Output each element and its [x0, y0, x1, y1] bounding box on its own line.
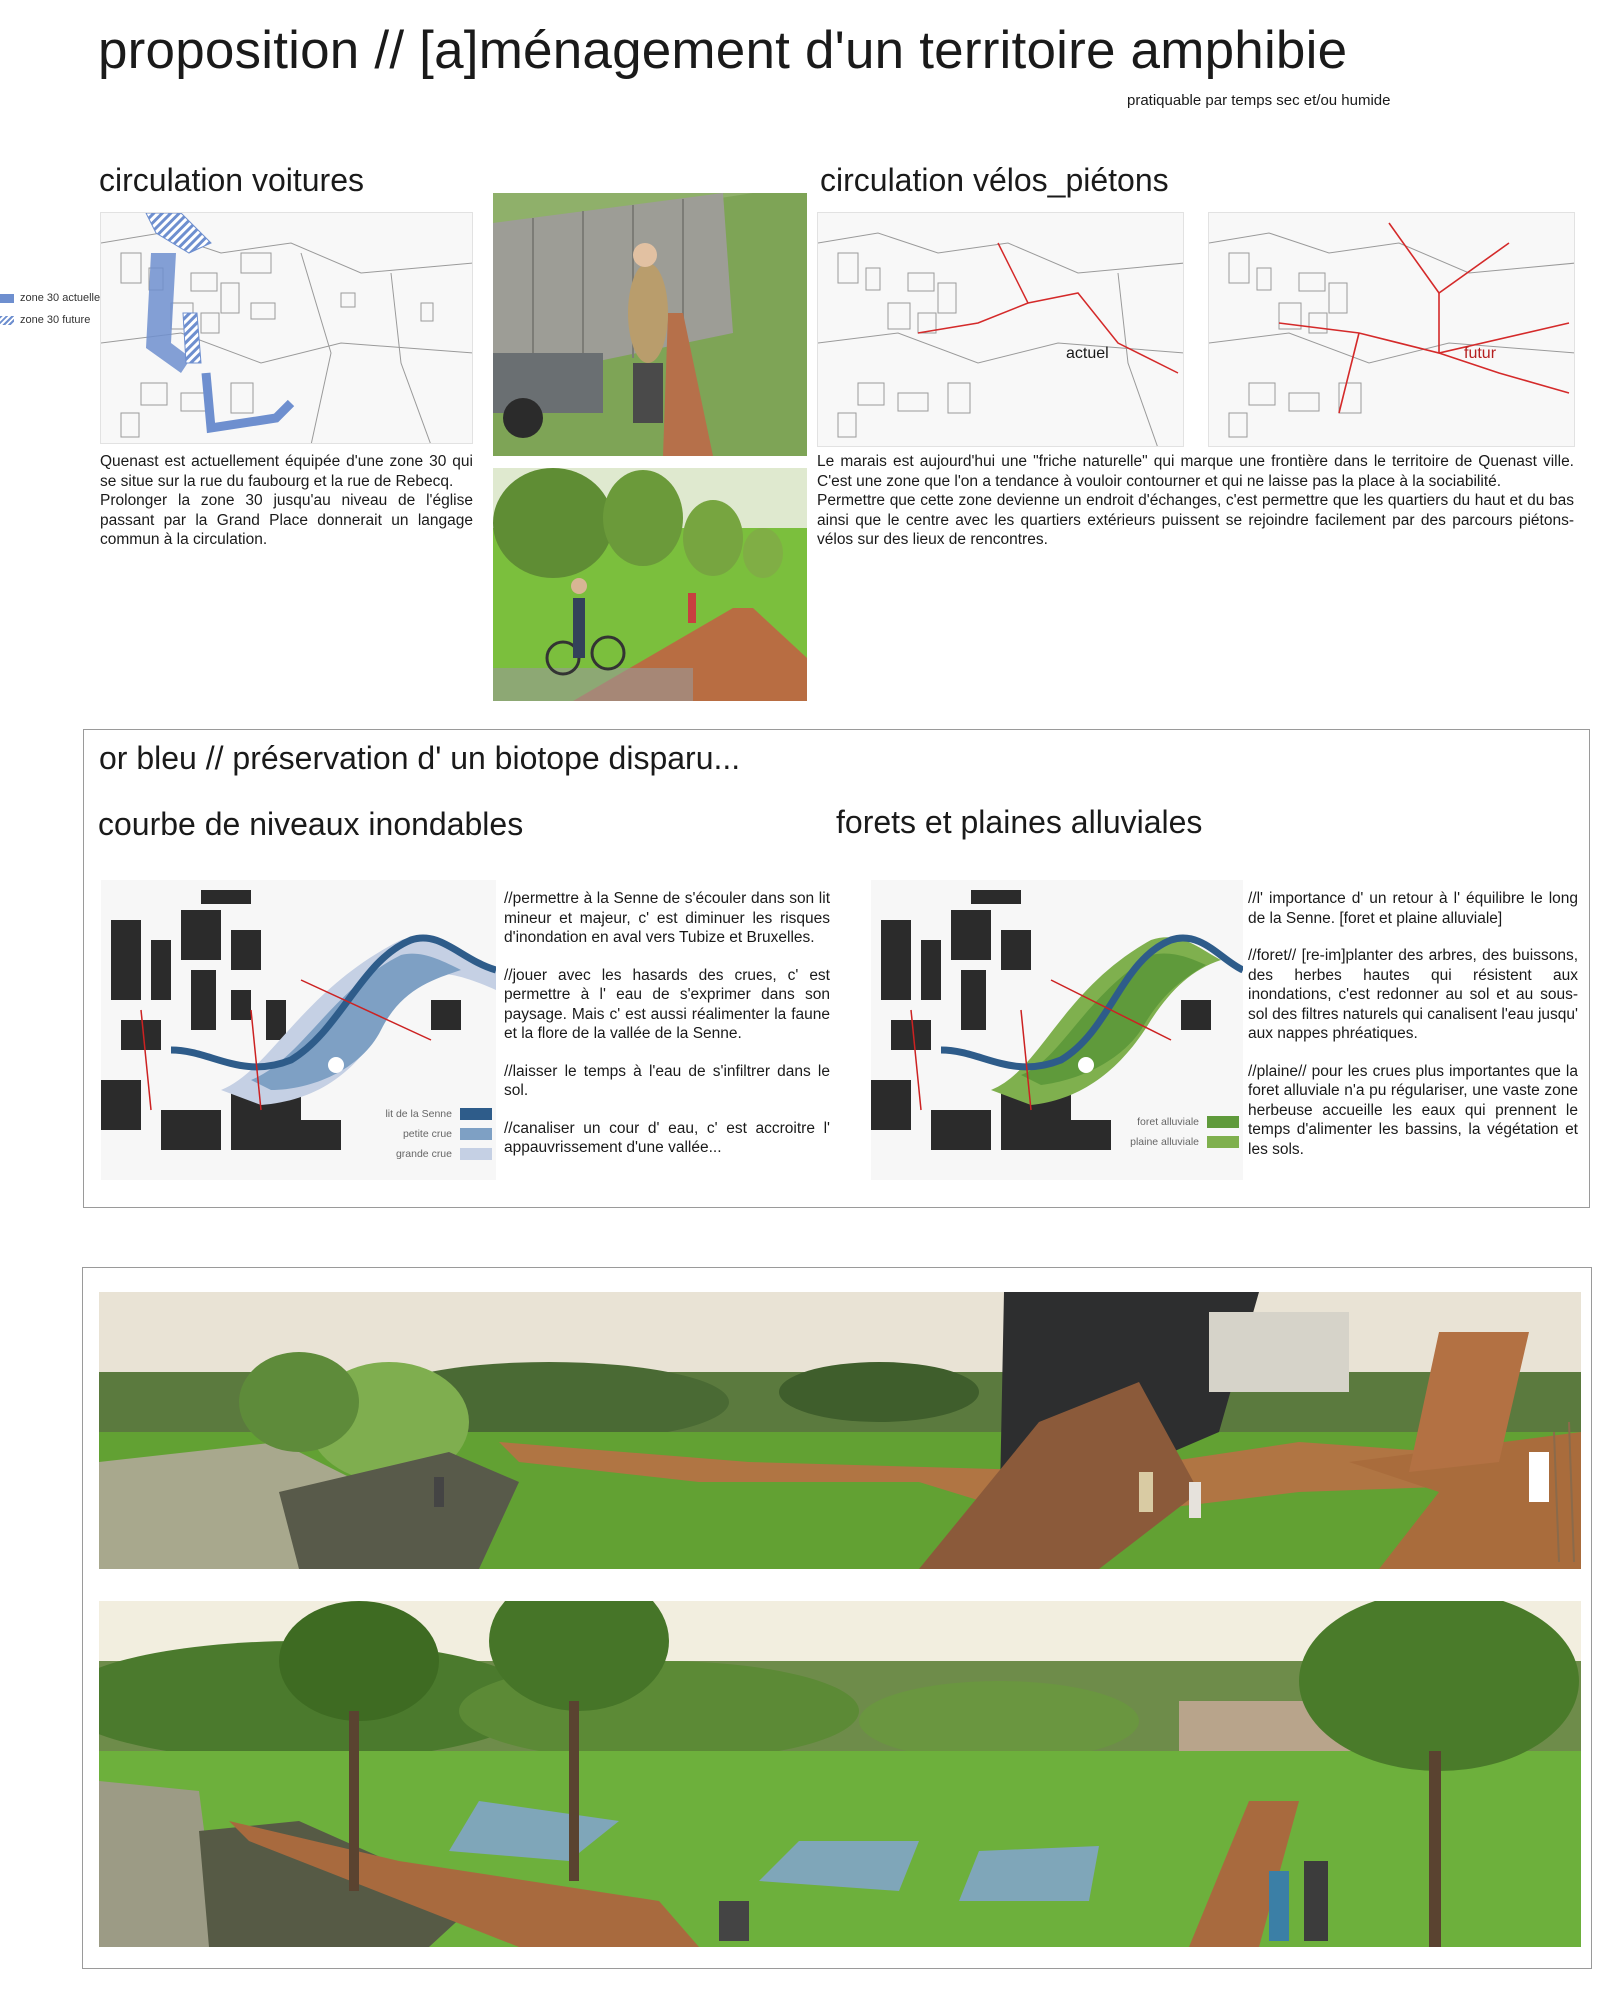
forets-paragraph: //l' importance d' un retour à l' équilibre le long de la Senne. [foret et plaine alluviale] — [1248, 890, 1578, 927]
forets-map — [871, 880, 1243, 1180]
velos-text: Le marais est aujourd'hui une "friche naturelle" qui marque une frontière dans le territoire de Quenast ville. C'est une zone que l'on a tendance à vouloir contourner et qui ne laisse pas la place à la sociabilité. Permettre que cette zone devienne un endroit d'échanges, c'est permettre que les quartiers du haut et du bas ainsi que le centre avec les quartiers extérieurs puissent se rejoindre facilement par des parcours piétons-vélos sur des lieux de rencontres. — [817, 453, 1574, 548]
voitures-map — [100, 212, 473, 444]
label-futur: futur — [1464, 345, 1497, 362]
page-title: proposition // [a]ménagement d'un territoire amphibie — [98, 21, 1348, 80]
courbe-heading: courbe de niveaux inondables — [98, 806, 524, 842]
legend-swatch-hatched — [0, 316, 14, 325]
courbe-text — [504, 889, 830, 1158]
courbe-legend — [382, 1104, 492, 1164]
legend-swatch — [460, 1128, 492, 1140]
courbe-paragraph: //jouer avec les hasards des crues, c' est permettre à l' eau de s'exprimer dans son paysage. Mais c' est aussi réalimenter la faune et la flore de la vallée de la Senne. — [504, 966, 830, 1042]
courbe-paragraph: //permettre à la Senne de s'écouler dans son lit mineur et majeur, c' est diminuer les risques d'inondation en aval vers Tubize et Bruxelles. — [504, 890, 830, 946]
render-wetland-basins — [99, 1601, 1581, 1947]
legend-swatch-solid — [0, 294, 14, 303]
render-boardwalk-panorama — [99, 1292, 1581, 1569]
legend-swatch — [1207, 1116, 1239, 1128]
forets-heading: forets et plaines alluviales — [836, 804, 1203, 840]
label-actuel: actuel — [1066, 345, 1109, 362]
voitures-text: Quenast est actuellement équipée d'une zone 30 qui se situe sur la rue du faubourg et la rue de Rebecq. Prolonger la zone 30 jusqu'au niveau de l'église passant par la Grand Place donnerait un langage commun à la circulation. — [100, 453, 473, 548]
velos-map-futur — [1208, 212, 1575, 447]
legend-item-actuelle: zone 30 actuelle — [0, 292, 100, 304]
courbe-map — [101, 880, 496, 1180]
legend-item-future: zone 30 future — [0, 314, 100, 326]
courbe-paragraph: //canaliser un cour d' eau, c' est accroitre l' appauvrissement d'une vallée... — [504, 1119, 830, 1156]
photo-path-cyclist — [493, 468, 807, 701]
legend-swatch — [460, 1108, 492, 1120]
forets-paragraph: //foret// [re-im]planter des arbres, des buissons, des herbes hautes qui résistent aux inondations, c'est redonner au sol et au sous-sol des filtres naturels qui canalisent l'eau jusqu' aux nappes phréatiques. — [1248, 947, 1578, 1042]
legend-plaine: plaine alluviale — [1127, 1132, 1239, 1152]
forets-legend — [1127, 1112, 1239, 1152]
photo-path-wall — [493, 193, 807, 456]
legend-petite-crue: petite crue — [382, 1124, 492, 1144]
orbleu-heading: or bleu // préservation d' un biotope disparu... — [99, 740, 741, 776]
legend-grande-crue: grande crue — [382, 1144, 492, 1164]
voitures-heading: circulation voitures — [99, 162, 364, 198]
page-subtitle: pratiquable par temps sec et/ou humide — [1127, 92, 1391, 109]
zone30-legend — [0, 292, 100, 326]
legend-foret: foret alluviale — [1127, 1112, 1239, 1132]
legend-lit: lit de la Senne — [382, 1104, 492, 1124]
velos-heading: circulation vélos_piétons — [820, 162, 1169, 198]
legend-swatch — [1207, 1136, 1239, 1148]
courbe-paragraph: //laisser le temps à l'eau de s'infiltrer dans le sol. — [504, 1062, 830, 1099]
legend-swatch — [460, 1148, 492, 1160]
forets-text — [1248, 889, 1578, 1159]
forets-paragraph: //plaine// pour les crues plus importantes que la foret alluviale n'a pu régulariser, une vaste zone herbeuse accueille les eaux qui prennent le temps d'alimenter les bassins, la végétation et les sols. — [1248, 1062, 1578, 1158]
velos-map-actuel — [817, 212, 1184, 447]
